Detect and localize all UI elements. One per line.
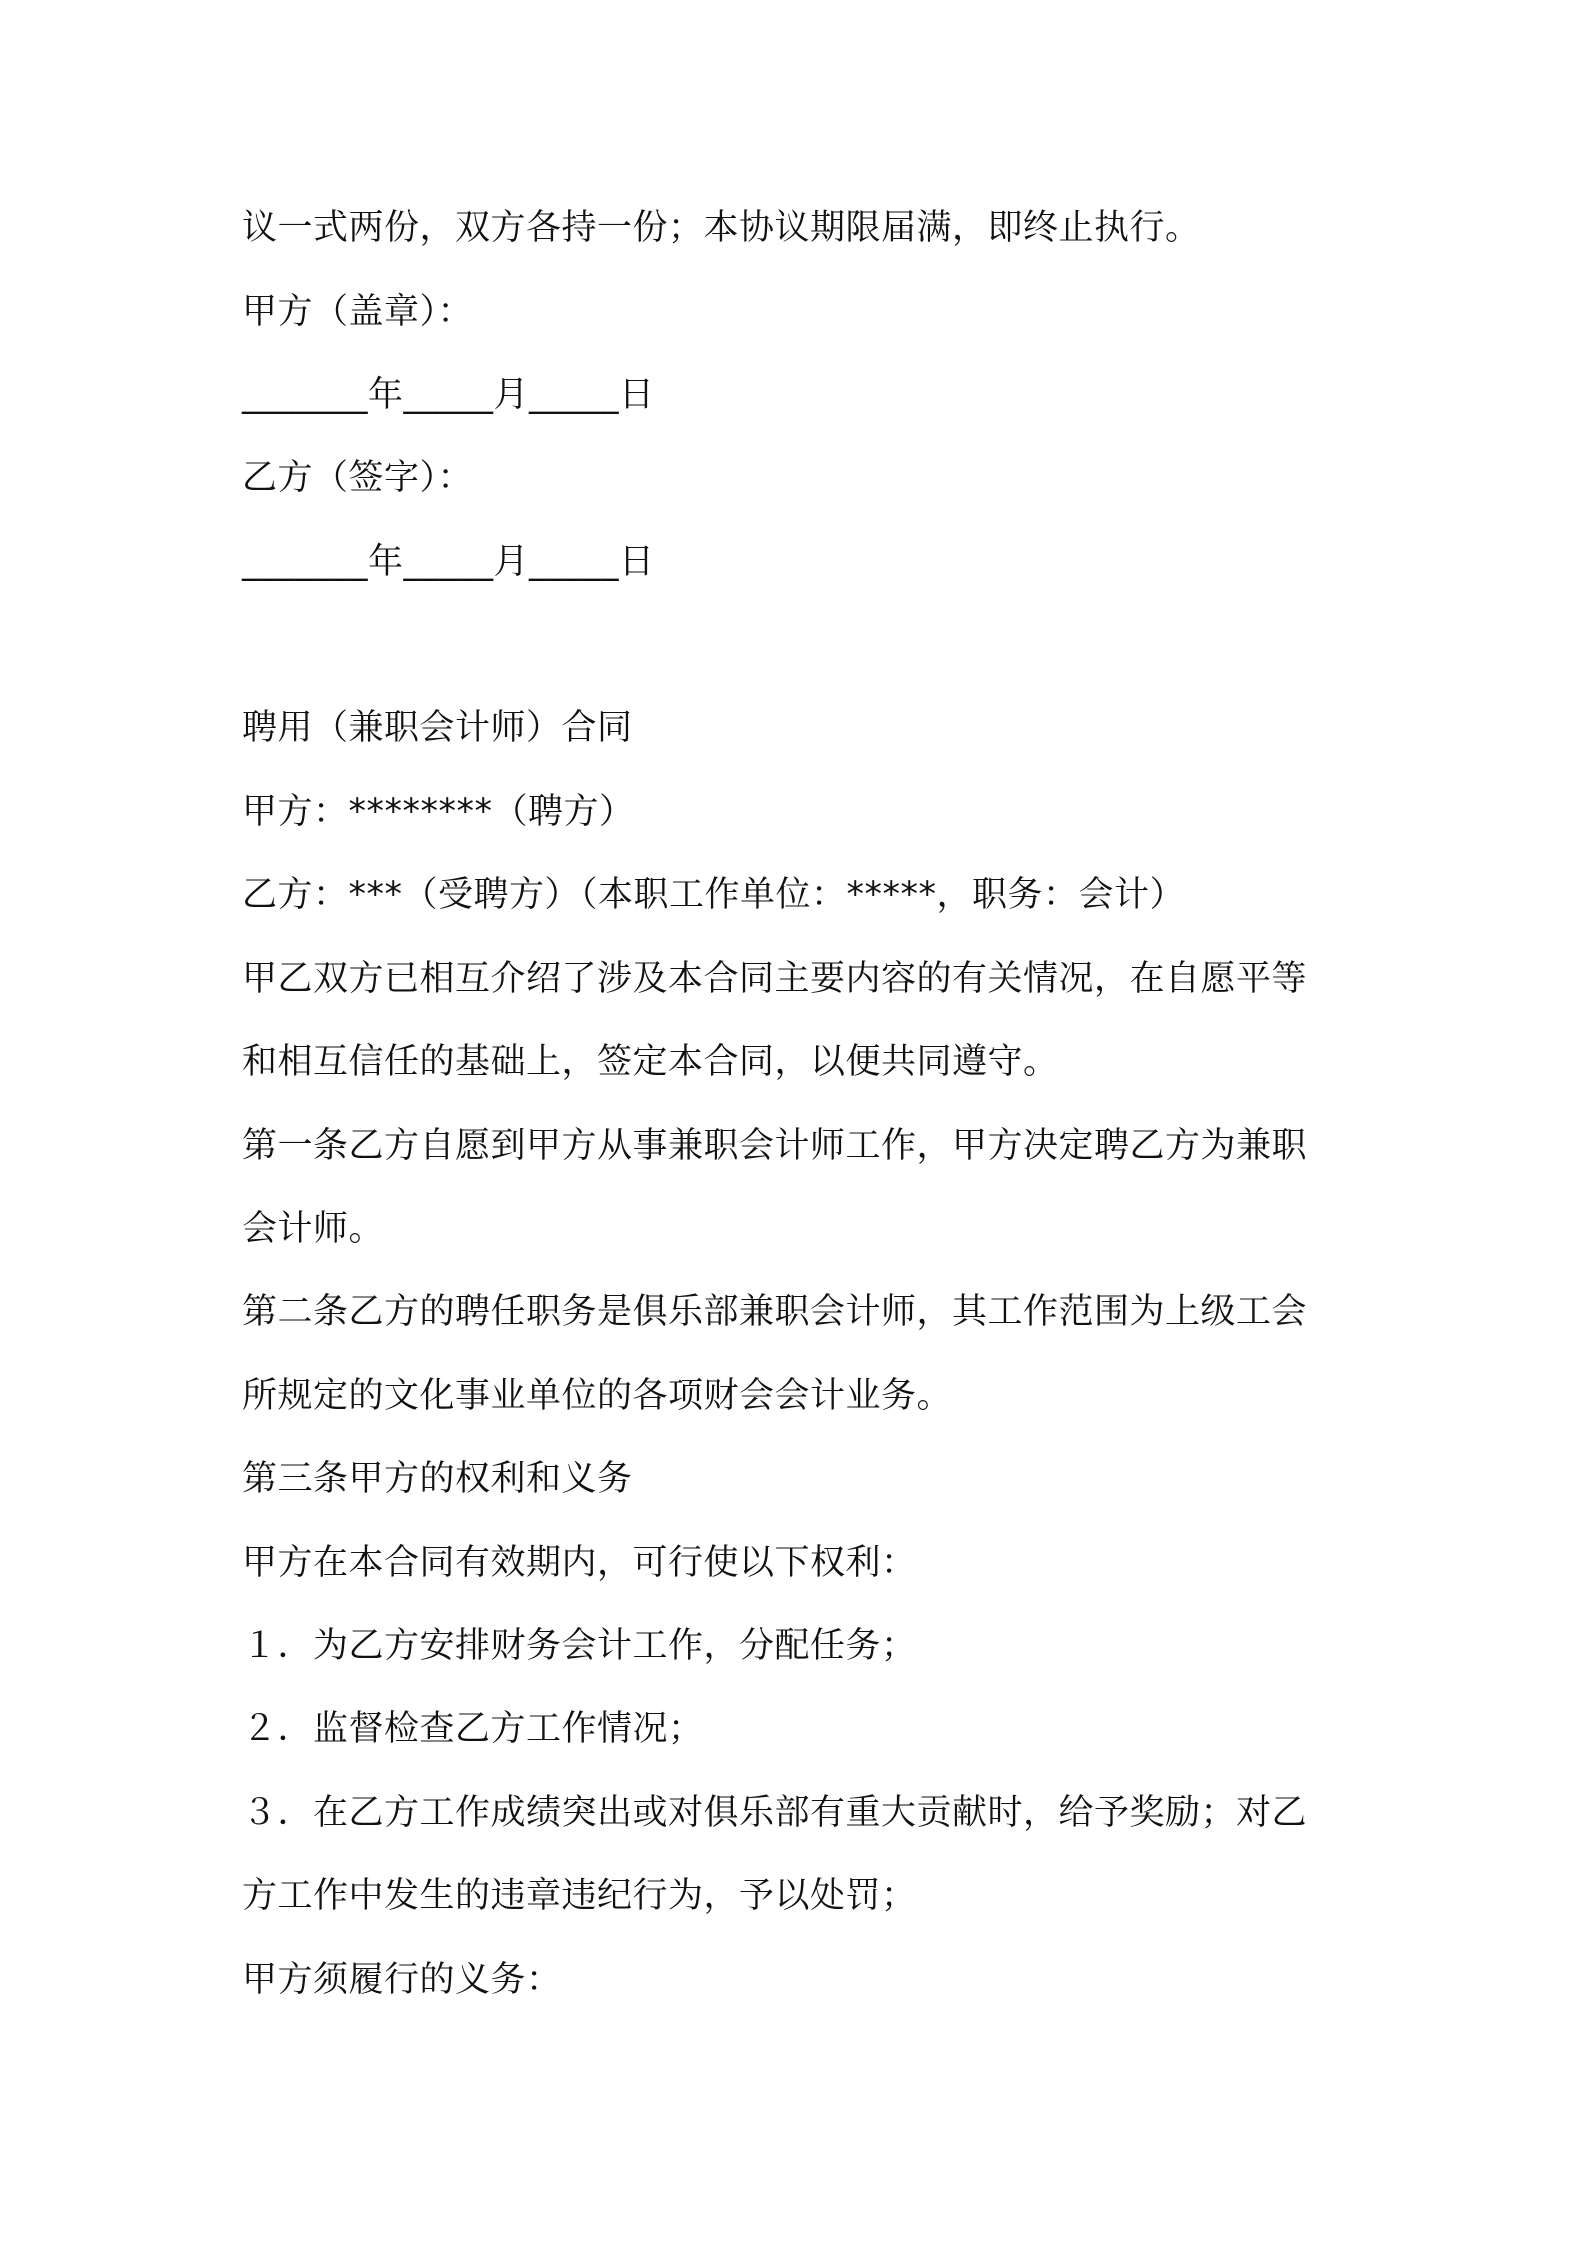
duties-intro: 甲方须履行的义务：	[242, 1960, 562, 2000]
article-1-line-2: 会计师。	[242, 1209, 385, 1249]
intro-paragraph-line-2: 和相互信任的基础上，签定本合同，以便共同遵守。	[242, 1042, 1059, 1082]
party-a-line: 甲方：********（聘方）	[242, 792, 635, 832]
right-item-3-line-1: ３．在乙方工作成绩突出或对俱乐部有重大贡献时，给予奖励；对乙	[242, 1793, 1308, 1833]
right-item-2: ２．监督检查乙方工作情况；	[242, 1709, 704, 1749]
article-2-line-2: 所规定的文化事业单位的各项财会会计业务。	[242, 1376, 953, 1416]
article-1-line-1: 第一条乙方自愿到甲方从事兼职会计师工作，甲方决定聘乙方为兼职	[242, 1126, 1308, 1166]
party-a-date-line: _______年_____月_____日	[242, 375, 655, 415]
rights-intro: 甲方在本合同有效期内，可行使以下权利：	[242, 1543, 917, 1583]
party-b-line: 乙方：***（受聘方）（本职工作单位：*****，职务：会计）	[242, 875, 1186, 915]
article-2-line-1: 第二条乙方的聘任职务是俱乐部兼职会计师，其工作范围为上级工会	[242, 1292, 1308, 1332]
right-item-1: １．为乙方安排财务会计工作，分配任务；	[242, 1626, 917, 1666]
contract-title: 聘用（兼职会计师）合同	[242, 708, 633, 748]
right-item-3-line-2: 方工作中发生的违章违纪行为，予以处罚；	[242, 1876, 917, 1916]
intro-paragraph-line-1: 甲乙双方已相互介绍了涉及本合同主要内容的有关情况，在自愿平等	[242, 959, 1308, 999]
party-b-sign-label: 乙方（签字）：	[242, 458, 474, 498]
article-3-title: 第三条甲方的权利和义务	[242, 1459, 633, 1499]
agreement-continuation-text: 议一式两份，双方各持一份；本协议期限届满，即终止执行。	[242, 208, 1201, 248]
party-a-seal-label: 甲方（盖章）：	[242, 292, 474, 332]
party-b-date-line: _______年_____月_____日	[242, 542, 655, 582]
